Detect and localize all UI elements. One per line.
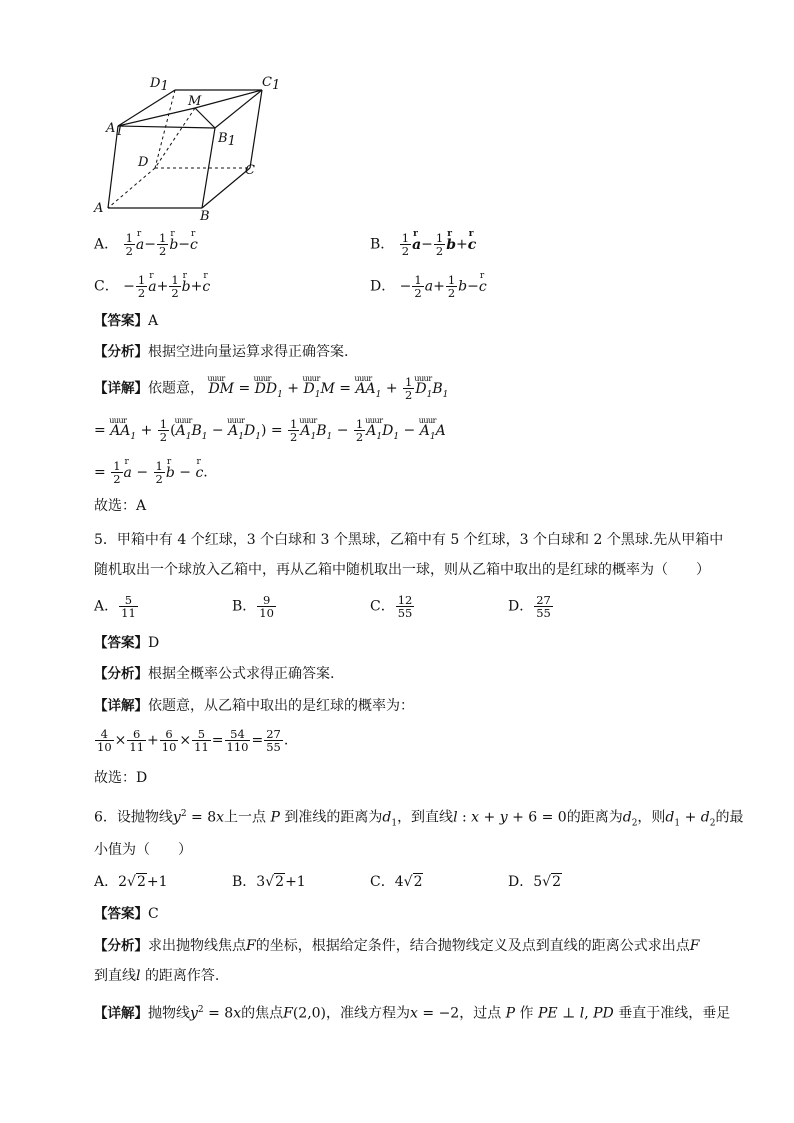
q5-analysis: 【分析】根据全概率公式求得正确答案.: [94, 666, 335, 682]
q5-option-b: B． $\frac{9}{10}$: [232, 593, 274, 620]
q6-stem-2: 小值为（ ）: [94, 842, 192, 858]
label-c: C: [245, 163, 255, 178]
q5-detail: 【详解】依题意，从乙箱中取出的是红球的概率为：: [94, 698, 414, 714]
q4-option-c: C． − $\frac{1}{2}$ r a+ $\frac{1}{2}$ r b+r c: [94, 274, 210, 299]
q5-conclusion: 故选：D: [94, 770, 148, 786]
q5-option-d: D． $\frac{27}{55}$: [508, 593, 551, 620]
q6-detail-1: 【详解】抛物线$y^2 = 8x$的焦点F(2,0)，准线方程为x = −2，过点 P 作 PE ⊥ l, PD 垂直于准线，垂足: [94, 1005, 731, 1022]
label-b1: B1: [218, 131, 236, 149]
q6-option-a: A．2√2+1: [94, 874, 168, 890]
q5-option-a: A． $\frac{5}{11}$: [94, 593, 136, 620]
q4-analysis: 【分析】根据空进向量运算求得正确答案.: [94, 344, 349, 360]
q5-stem-1: 5．甲箱中有 4 个红球，3 个白球和 3 个黑球，乙箱中有 5 个红球，3 个白球和 2 个黑球.先从甲箱中: [94, 532, 724, 548]
parallelepiped-figure: [90, 70, 290, 230]
q4-answer: 【答案】A: [94, 313, 159, 329]
q5-option-c: C． $\frac{12}{55}$: [370, 593, 413, 620]
q5-answer: 【答案】D: [94, 635, 160, 651]
label-a1: A1: [106, 121, 124, 139]
label-b: B: [200, 209, 210, 224]
q6-analysis-2: 到直线l 的距离作答.: [94, 968, 220, 984]
q6-answer: 【答案】C: [94, 906, 159, 922]
label-c1: C1: [262, 75, 281, 93]
q4-detail-3: = $\frac{1}{2}$ r a − $\frac{1}{2}$ r b − r c.: [94, 460, 208, 485]
q6-option-c: C．4√2: [370, 874, 423, 890]
q4-option-b: B． $\frac{1}{2}$ r a− $\frac{1}{2}$ r b+r c: [370, 232, 476, 257]
q4-detail-1: 【详解】依题意， uuur DM = uuur $DD_1$ + uuur $D_1M$ = uuur $AA_1$ + $\frac{1}{2}$ uuur $D_1B_1$: [94, 376, 448, 404]
q4-detail-2: = uuur $AA_1$ + $\frac{1}{2}$ (uuur $A_1B_1$ − uuur $A_1D_1$) = $\frac{1}{2}$ uuur $A_1B_1$ − $\frac{1}{2}$ uuur $A_1D_1$ − uuur $A_1A$: [94, 418, 446, 446]
label-d: D: [138, 155, 149, 170]
q6-option-b: B．3√2+1: [232, 874, 306, 890]
q6-stem-1: 6．设抛物线$y^2 = 8x$上一点 P 到准线的距离为$d_1$，到直线l : x + y + 6 = 0的距离为$d_2$，则$d_1 + d_2$的最: [94, 809, 744, 829]
label-m: M: [188, 94, 202, 109]
q4-option-a: A． $\frac{1}{2}$ r a− $\frac{1}{2}$ r b−r c: [94, 232, 198, 257]
q5-calc: $\frac{4}{10}$ × $\frac{6}{11}$ + $\frac{6}{10}$ × $\frac{5}{11}$ = $\frac{54}{110}$ = $\frac{27}{55}$ .: [97, 727, 289, 754]
label-a: A: [94, 201, 104, 216]
q6-option-d: D．5√2: [508, 874, 561, 890]
q4-conclusion: 故选：A: [94, 498, 147, 514]
q4-option-d: D． − $\frac{1}{2}$ a+ $\frac{1}{2}$ b−r c: [370, 274, 487, 299]
label-d1: D1: [150, 76, 169, 94]
q6-analysis-1: 【分析】求出抛物线焦点F的坐标，根据给定条件，结合抛物线定义及点到直线的距离公式求出点F: [94, 938, 700, 954]
q5-stem-2: 随机取出一个球放入乙箱中，再从乙箱中随机取出一球，则从乙箱中取出的是红球的概率为（ ）: [94, 562, 710, 578]
